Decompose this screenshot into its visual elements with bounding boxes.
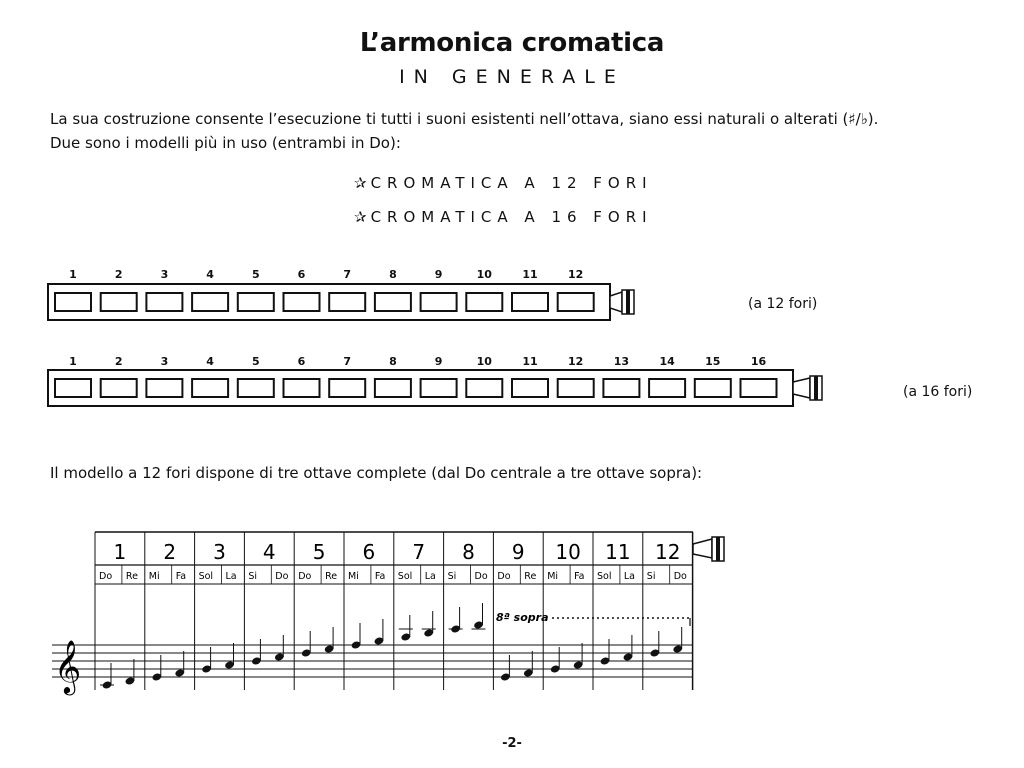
note-name: Re: [524, 571, 537, 582]
hole-number: 14: [659, 355, 675, 368]
note-name: La: [623, 571, 636, 582]
note-name: Do: [497, 571, 511, 582]
intro-line-1: La sua costruzione consente l’esecuzione ti tutti i suoni esistenti nell’ottava, siano essi naturali o alterati (♯/♭).: [50, 110, 879, 128]
mouthpiece-button-icon: [793, 378, 810, 398]
note-name: Si: [248, 571, 258, 582]
hole-7: [329, 293, 365, 311]
page-number: -2-: [502, 736, 522, 751]
chart-hole-number: 2: [163, 540, 177, 564]
hole-14: [649, 379, 685, 397]
chart-hole-number: 8: [462, 540, 475, 564]
chart-hole-number: 12: [654, 540, 681, 564]
harmonica-12-diagram: [40, 282, 660, 326]
hole-number: 7: [343, 268, 352, 281]
hole-number: 9: [434, 355, 443, 368]
note-name: Sol: [198, 571, 214, 582]
hole-number: 6: [297, 355, 306, 368]
hole-1: [55, 379, 91, 397]
hole-16: [741, 379, 777, 397]
hole-number: 3: [160, 355, 169, 368]
hole-8: [375, 379, 411, 397]
hole-number: 12: [568, 268, 584, 281]
hole-number: 7: [343, 355, 352, 368]
note-name: Sol: [397, 571, 413, 582]
hole-number: 10: [476, 355, 492, 368]
chart-hole-number: 3: [213, 540, 226, 564]
hole-number: 16: [750, 355, 767, 368]
hole-number: 12: [568, 355, 584, 368]
hole-number: 5: [251, 268, 260, 281]
hole-number: 8: [389, 355, 397, 368]
hole-5: [238, 293, 274, 311]
hole-11: [512, 379, 548, 397]
hole-11: [512, 293, 548, 311]
hole-12: [558, 293, 594, 311]
note-name: Si: [646, 571, 656, 582]
hole-9: [421, 293, 457, 311]
chart-hole-number: 11: [605, 540, 631, 564]
intro-line-2: Due sono i modelli più in uso (entrambi in Do):: [50, 134, 401, 152]
harmonica-16-hole-numbers: [0, 355, 1024, 369]
hole-number: 1: [69, 355, 77, 368]
octave-mark: 8ª sopra: [496, 611, 549, 624]
chart-hole-number: 10: [555, 540, 581, 564]
model-16-holes: [354, 208, 653, 226]
note-name: Fa: [374, 571, 386, 582]
hole-number: 8: [389, 268, 397, 281]
note-name: Do: [673, 571, 687, 582]
range-text: Il modello a 12 fori dispone di tre ottave complete (dal Do centrale a tre ottave sopra):: [50, 464, 703, 482]
chart-hole-number: 1: [113, 540, 127, 564]
hole-number: 11: [522, 268, 538, 281]
hole-number: 6: [297, 268, 306, 281]
hole-6: [284, 379, 320, 397]
hole-15: [695, 379, 731, 397]
hole-12: [558, 379, 594, 397]
hole-number: 2: [114, 268, 123, 281]
note-name: Mi: [547, 571, 559, 582]
hole-number: 10: [476, 268, 492, 281]
harmonica-12-hole-numbers: [0, 268, 1024, 282]
note-name: La: [424, 571, 436, 582]
note-name: Re: [125, 571, 138, 582]
note-chart: [40, 520, 760, 700]
page-subtitle: IN GENERALE: [399, 66, 625, 88]
hole-number: 11: [522, 355, 538, 368]
hole-number: 2: [114, 355, 123, 368]
hole-5: [238, 379, 274, 397]
hole-2: [101, 293, 137, 311]
harmonica-12-caption: (a 12 fori): [748, 296, 818, 312]
note-name: Do: [99, 571, 113, 582]
harmonica-16-diagram: [40, 368, 840, 412]
hole-number: 4: [206, 355, 214, 368]
note-name: Do: [298, 571, 312, 582]
hole-10: [466, 293, 502, 311]
hole-13: [603, 379, 639, 397]
model-label: CROMATICA A 16 FORI: [370, 208, 653, 226]
chart-hole-number: 7: [412, 540, 426, 564]
chart-hole-number: 4: [262, 540, 276, 564]
hole-10: [466, 379, 502, 397]
page-title: L’armonica cromatica: [359, 28, 665, 58]
hole-6: [284, 293, 320, 311]
star-icon: ✰: [354, 208, 367, 226]
note-name: Fa: [175, 571, 187, 582]
hole-8: [375, 293, 411, 311]
hole-9: [421, 379, 457, 397]
hole-1: [55, 293, 91, 311]
note-name: Do: [474, 571, 488, 582]
harmonica-16-caption: (a 16 fori): [903, 384, 973, 400]
chart-hole-number: 9: [511, 540, 525, 564]
note-name: Do: [275, 571, 289, 582]
hole-4: [192, 379, 228, 397]
chart-hole-number: 5: [312, 540, 326, 564]
hole-3: [146, 293, 182, 311]
note-name: Re: [325, 571, 338, 582]
treble-clef-icon: 𝄞: [54, 639, 82, 693]
hole-number: 13: [613, 355, 630, 368]
hole-number: 4: [206, 268, 214, 281]
note-name: Si: [447, 571, 457, 582]
hole-number: 5: [251, 355, 260, 368]
model-12-holes: [354, 174, 653, 192]
model-label: CROMATICA A 12 FORI: [370, 174, 653, 192]
note-name: Mi: [348, 571, 359, 582]
note-name: La: [225, 571, 237, 582]
chart-hole-number: 6: [362, 540, 376, 564]
mouthpiece-button-icon: [610, 292, 622, 312]
hole-number: 15: [705, 355, 721, 368]
hole-number: 1: [69, 268, 77, 281]
hole-3: [146, 379, 182, 397]
star-icon: ✰: [354, 174, 367, 192]
hole-number: 3: [160, 268, 169, 281]
hole-number: 9: [434, 268, 443, 281]
hole-2: [101, 379, 137, 397]
hole-7: [329, 379, 365, 397]
hole-4: [192, 293, 228, 311]
note-name: Fa: [574, 571, 585, 582]
note-name: Sol: [597, 571, 612, 582]
note-name: Mi: [148, 571, 160, 582]
